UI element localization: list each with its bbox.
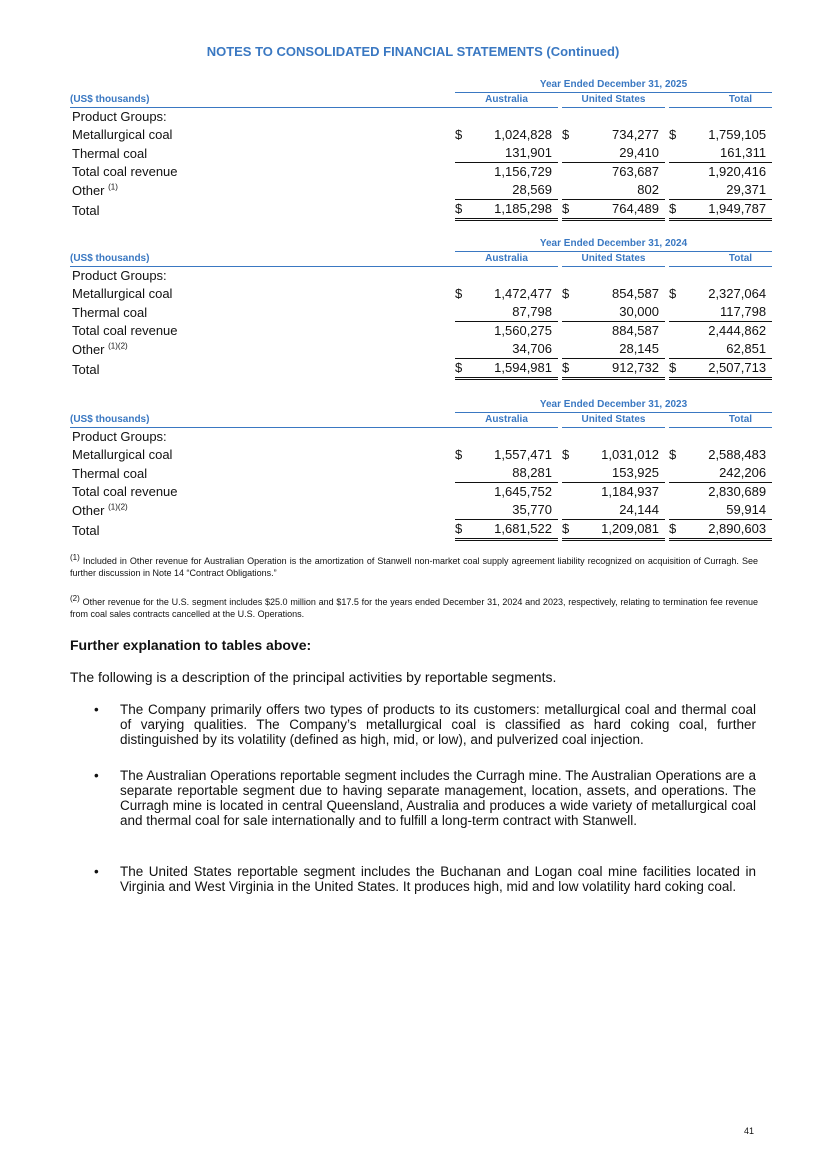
currency-symbol: $ (455, 447, 463, 462)
currency-symbol: $ (562, 359, 576, 379)
currency-symbol (669, 144, 683, 163)
table-row (70, 200, 772, 220)
value-cell: 2,444,862 (708, 323, 767, 338)
period-heading: Year Ended December 31, 2024 (455, 236, 772, 252)
currency-symbol (562, 322, 576, 341)
group-label-row (70, 267, 772, 286)
row-label-text: Total (72, 202, 100, 218)
value-cell: 2,830,689 (708, 484, 767, 499)
value-cell: 912,732 (576, 359, 665, 379)
currency-symbol (562, 163, 576, 182)
row-label-text: Thermal coal (72, 465, 148, 481)
table-row (70, 464, 772, 483)
footnote-text: Other revenue for the U.S. segment includes $25.0 million and $17.5 for the years ended December 31, 2024 and 2023, respectively, relating to termination fee revenue from coal sales contracts cancelled at the U.S. Operations. (70, 597, 758, 619)
value-cell: 2,588,483 (708, 447, 767, 462)
currency-symbol: $ (669, 286, 677, 301)
row-label-text: Total coal revenue (72, 484, 178, 499)
value-cell: 1,031,012 (601, 447, 659, 462)
value-cell: 1,920,416 (708, 164, 767, 179)
header-spacer (70, 236, 455, 252)
currency-symbol: $ (669, 447, 677, 462)
unit-label: (US$ thousands) (70, 252, 455, 267)
column-header-row (70, 93, 772, 108)
value-cell: 1,681,522 (469, 520, 558, 540)
value-cell: 2,507,713 (683, 359, 772, 379)
column-header: Australia (455, 252, 558, 267)
currency-symbol (455, 144, 469, 163)
row-label (70, 181, 455, 200)
revenue-table-2024 (70, 236, 772, 380)
group-label: Product Groups: (72, 429, 167, 444)
value-cell: 30,000 (576, 303, 665, 322)
value-cell: 88,281 (469, 464, 558, 483)
group-label-row (70, 428, 772, 447)
footnote-text: Included in Other revenue for Australian Operation is the amortization of Stanwell non-market coal supply agreement liability recognized on acquisition of Curragh. See further discussion in Note 14 “Contract Obligations.” (70, 556, 758, 578)
currency-symbol (669, 322, 683, 341)
value-cell: 1,024,828 (494, 127, 552, 142)
table-row (70, 446, 772, 464)
value-cell: 2,890,603 (683, 520, 772, 540)
currency-symbol: $ (455, 200, 469, 220)
bullet-icon: • (94, 864, 99, 879)
column-header: United States (562, 252, 665, 267)
table-row (70, 144, 772, 163)
currency-symbol: $ (669, 359, 683, 379)
currency-symbol (669, 163, 683, 182)
currency-symbol (562, 483, 576, 502)
value-cell: 24,144 (576, 501, 665, 520)
table-row (70, 126, 772, 144)
period-header-row (70, 397, 772, 413)
value-cell: 854,587 (612, 286, 659, 301)
row-label-text: Other (72, 182, 105, 198)
currency-symbol (562, 501, 576, 520)
currency-symbol (455, 483, 469, 502)
value-cell: 62,851 (683, 340, 772, 359)
column-header: Total (669, 93, 772, 108)
row-label (70, 464, 455, 483)
value-cell: 35,770 (469, 501, 558, 520)
currency-symbol: $ (455, 127, 463, 142)
currency-symbol: $ (562, 200, 576, 220)
row-label (70, 501, 455, 520)
row-label-text: Total (72, 361, 100, 377)
value-cell: 1,645,752 (494, 484, 552, 499)
value-cell: 884,587 (612, 323, 659, 338)
table-row (70, 285, 772, 303)
currency-symbol (455, 163, 469, 182)
row-label-text: Thermal coal (72, 145, 148, 161)
bullet-icon: • (94, 702, 99, 717)
value-cell: 29,371 (683, 181, 772, 200)
bullet-text: The United States reportable segment includes the Buchanan and Logan coal mine facilities located in Virginia and West Virginia in the United States. It produces high, mid and low volatility hard coking coal. (120, 864, 756, 894)
row-label-text: Other (72, 502, 105, 518)
value-cell: 29,410 (576, 144, 665, 163)
page-title: NOTES TO CONSOLIDATED FINANCIAL STATEMENTS (Continued) (206, 44, 620, 59)
currency-symbol (562, 144, 576, 163)
currency-symbol: $ (562, 447, 570, 462)
table-row (70, 520, 772, 540)
currency-symbol: $ (669, 127, 677, 142)
row-label (70, 446, 455, 464)
currency-symbol: $ (669, 520, 683, 540)
currency-symbol (562, 181, 576, 200)
value-cell: 1,156,729 (494, 164, 552, 179)
table-row (70, 340, 772, 359)
group-label: Product Groups: (72, 268, 167, 283)
period-heading: Year Ended December 31, 2023 (455, 397, 772, 413)
header-spacer (70, 397, 455, 413)
value-cell: 117,798 (683, 303, 772, 322)
column-header: United States (562, 93, 665, 108)
currency-symbol (669, 464, 683, 483)
row-label-text: Total coal revenue (72, 323, 178, 338)
table-row (70, 483, 772, 502)
value-cell: 242,206 (683, 464, 772, 483)
row-label (70, 359, 455, 379)
currency-symbol: $ (562, 520, 576, 540)
footnote-reference: (1) (108, 182, 118, 192)
currency-symbol (455, 303, 469, 322)
bullet-text: The Australian Operations reportable segment includes the Curragh mine. The Australian Operations are a separate reportable segment due to having separate management, location, assets, and operations. The Curragh mine is located in central Queensland, Australia and produces a wide variety of metallurgical coal and thermal coal for sale internationally and to fulfill a long-term contract with Stanwell. (120, 768, 756, 828)
row-label (70, 322, 455, 341)
currency-symbol (455, 340, 469, 359)
value-cell: 1,949,787 (683, 200, 772, 220)
row-label-text: Total coal revenue (72, 164, 178, 179)
row-label-text: Other (72, 341, 105, 357)
row-label-text: Thermal coal (72, 304, 148, 320)
currency-symbol (455, 322, 469, 341)
value-cell: 1,557,471 (494, 447, 552, 462)
column-header-row (70, 252, 772, 267)
value-cell: 1,209,081 (576, 520, 665, 540)
header-spacer (70, 77, 455, 93)
value-cell: 763,687 (612, 164, 659, 179)
row-label (70, 483, 455, 502)
value-cell: 1,185,298 (469, 200, 558, 220)
row-label-text: Total (72, 522, 100, 538)
row-label (70, 303, 455, 322)
row-label (70, 285, 455, 303)
row-label-text: Metallurgical coal (72, 127, 173, 142)
currency-symbol (455, 181, 469, 200)
column-header: Australia (455, 93, 558, 108)
period-header-row (70, 77, 772, 93)
currency-symbol: $ (455, 359, 469, 379)
value-cell: 1,184,937 (601, 484, 659, 499)
footnote-reference: (1)(2) (108, 502, 128, 512)
footnote-reference: (1)(2) (108, 341, 128, 351)
revenue-table-2025 (70, 77, 772, 221)
currency-symbol (562, 464, 576, 483)
page-number: 41 (743, 1126, 754, 1136)
footnote-1 (70, 553, 758, 579)
table-row (70, 303, 772, 322)
currency-symbol (562, 340, 576, 359)
currency-symbol (562, 303, 576, 322)
currency-symbol (669, 501, 683, 520)
intro-paragraph: The following is a description of the principal activities by reportable segments. (70, 669, 557, 685)
column-header-row (70, 413, 772, 428)
value-cell: 1,472,477 (494, 286, 552, 301)
footnote-marker: (1) (70, 553, 80, 562)
currency-symbol (669, 340, 683, 359)
revenue-table-2023 (70, 397, 772, 541)
footnote-2 (70, 594, 758, 620)
value-cell: 153,925 (576, 464, 665, 483)
currency-symbol (455, 501, 469, 520)
table-row (70, 163, 772, 182)
column-header: United States (562, 413, 665, 428)
column-header: Australia (455, 413, 558, 428)
value-cell: 1,594,981 (469, 359, 558, 379)
value-cell: 34,706 (469, 340, 558, 359)
unit-label: (US$ thousands) (70, 413, 455, 428)
row-label (70, 126, 455, 144)
value-cell: 1,759,105 (708, 127, 767, 142)
currency-symbol (455, 464, 469, 483)
value-cell: 802 (576, 181, 665, 200)
currency-symbol: $ (669, 200, 683, 220)
group-label-row (70, 108, 772, 127)
value-cell: 59,914 (683, 501, 772, 520)
section-heading: Further explanation to tables above: (70, 637, 312, 653)
currency-symbol (669, 181, 683, 200)
value-cell: 2,327,064 (708, 286, 767, 301)
currency-symbol: $ (562, 286, 570, 301)
value-cell: 161,311 (683, 144, 772, 163)
value-cell: 131,901 (469, 144, 558, 163)
bullet-icon: • (94, 768, 99, 783)
table-row (70, 322, 772, 341)
currency-symbol (669, 483, 683, 502)
currency-symbol (669, 303, 683, 322)
row-label (70, 144, 455, 163)
value-cell: 1,560,275 (494, 323, 552, 338)
row-label (70, 163, 455, 182)
row-label-text: Metallurgical coal (72, 286, 173, 301)
row-label (70, 340, 455, 359)
value-cell: 28,569 (469, 181, 558, 200)
column-header: Total (669, 252, 772, 267)
value-cell: 764,489 (576, 200, 665, 220)
unit-label: (US$ thousands) (70, 93, 455, 108)
row-label-text: Metallurgical coal (72, 447, 173, 462)
period-header-row (70, 236, 772, 252)
row-label (70, 520, 455, 540)
value-cell: 734,277 (612, 127, 659, 142)
table-row (70, 181, 772, 200)
currency-symbol: $ (455, 520, 469, 540)
bullet-text: The Company primarily offers two types of products to its customers: metallurgical coal and thermal coal of varying qualities. The Company’s metallurgical coal is classified as hard coking coal, further distinguished by its volatility (defined as high, mid, or low), and pulverized coal injection. (120, 702, 756, 747)
footnote-marker: (2) (70, 594, 80, 603)
value-cell: 87,798 (469, 303, 558, 322)
group-label: Product Groups: (72, 109, 167, 124)
table-row (70, 501, 772, 520)
row-label (70, 200, 455, 220)
currency-symbol: $ (455, 286, 463, 301)
currency-symbol: $ (562, 127, 570, 142)
table-row (70, 359, 772, 379)
period-heading: Year Ended December 31, 2025 (455, 77, 772, 93)
value-cell: 28,145 (576, 340, 665, 359)
column-header: Total (669, 413, 772, 428)
